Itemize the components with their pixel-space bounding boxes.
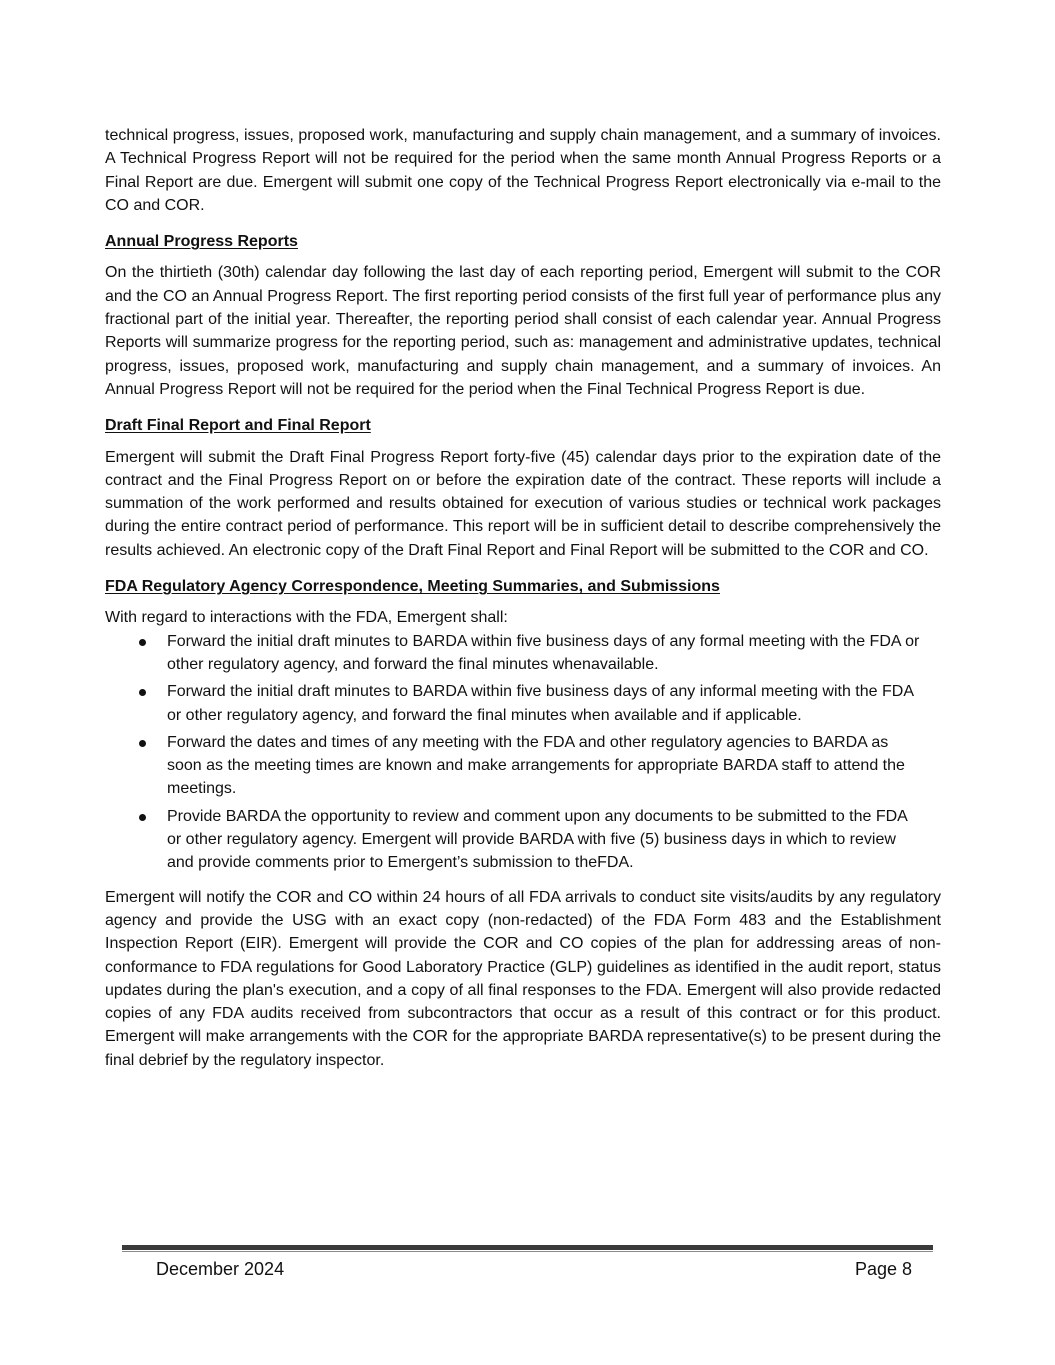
list-item-text: Forward the initial draft minutes to BARDA within five business days of any formal meeting with the FDA or other regulatory agency, and forward the final minutes whenavailable. xyxy=(167,632,920,673)
list-item xyxy=(105,805,941,875)
draft-final-report-paragraph: Emergent will submit the Draft Final Progress Report forty-five (45) calendar days prior to the expiration date of the contract and the Final Progress Report on or before the expiration date of the contract. These reports will include a summation of the work performed and results obtained for execution of various studies or technical work packages during the entire contract period of performance. This report will be in sufficient detail to describe comprehensively the results achieved. An electronic copy of the Draft Final Report and Final Report will be submitted to the COR and CO. xyxy=(105,448,941,559)
bullet-icon xyxy=(139,740,146,747)
bullet-icon xyxy=(139,814,146,821)
list-item-text: Forward the dates and times of any meeting with the FDA and other regulatory agencies to BARDA as soon as the meeting times are known and make arrangements for appropriate BARDA staff to attend the meetings. xyxy=(167,733,905,798)
list-item xyxy=(105,630,941,677)
section-heading-fda-regulatory: FDA Regulatory Agency Correspondence, Meeting Summaries, and Submissions xyxy=(105,578,720,596)
intro-paragraph: technical progress, issues, proposed work, manufacturing and supply chain management, and a summary of invoices. A Technical Progress Report will not be required for the period when the same month Annual Progress Reports or a Final Report are due. Emergent will submit one copy of the Technical Progress Report electronically via e-mail to the CO and COR. xyxy=(105,127,941,214)
footer-date: December 2024 xyxy=(156,1259,285,1279)
fda-closing-paragraph: Emergent will notify the COR and CO within 24 hours of all FDA arrivals to conduct site visits/audits by any regulatory agency and provide the USG with an exact copy (non-redacted) of the FDA Form 483 and the Establishment Inspection Report (EIR). Emergent will provide the COR and CO copies of the plan for addressing areas of non-conformance to FDA regulations for Good Laboratory Practice (GLP) guidelines as identified in the audit report, status updates during the plan's execution, and a copy of all final responses to the FDA. Emergent will also provide redacted copies of any FDA audits received from subcontractors that occur as a result of this contract or for this product. Emergent will make arrangements with the COR for the appropriate BARDA representative(s) to be present during the final debrief by the regulatory inspector. xyxy=(105,888,941,1069)
document-body xyxy=(105,124,941,1072)
section-heading-annual-progress-reports: Annual Progress Reports xyxy=(105,233,298,251)
list-item xyxy=(105,731,941,801)
section-heading-draft-final-report: Draft Final Report and Final Report xyxy=(105,417,371,435)
footer-divider-thin xyxy=(122,1251,933,1252)
annual-progress-reports-paragraph: On the thirtieth (30th) calendar day following the last day of each reporting period, Emergent will submit to the COR and the CO an Annual Progress Report. The first reporting period consists of the first full year of performance plus any fractional part of the initial year. Thereafter, the reporting period shall consist of each calendar year. Annual Progress Reports will summarize progress for the reporting period, such as: management and administrative updates, technical progress, issues, proposed work, manufacturing and supply chain management, and a summary of invoices. An Annual Progress Report will not be required for the period when the Final Technical Progress Report is due. xyxy=(105,264,941,398)
footer-divider xyxy=(122,1245,933,1250)
fda-lead-sentence: With regard to interactions with the FDA, Emergent shall: xyxy=(105,609,508,627)
fda-bullet-list xyxy=(105,630,941,875)
footer-page-number: Page 8 xyxy=(854,1259,912,1279)
bullet-icon xyxy=(139,689,146,696)
list-item xyxy=(105,680,941,727)
list-item-text: Provide BARDA the opportunity to review and comment upon any documents to be submitted to the FDA or other regulatory agency. Emergent will provide BARDA with five (5) business days in which to review and provide comments prior to Emergent’s submission to theFDA. xyxy=(167,807,907,872)
list-item-text: Forward the initial draft minutes to BARDA within five business days of any informal meeting with the FDA or other regulatory agency, and forward the final minutes when available and if applicable. xyxy=(167,683,914,724)
bullet-icon xyxy=(139,639,146,646)
